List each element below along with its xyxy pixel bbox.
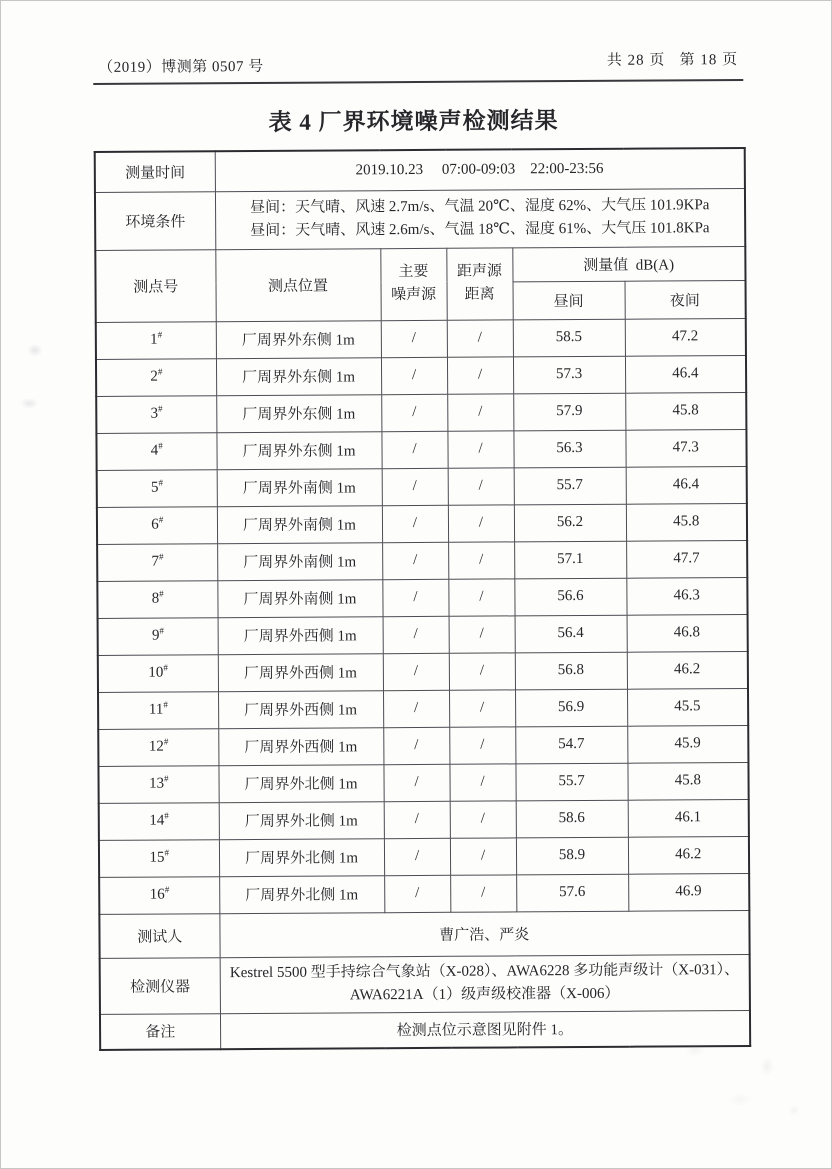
point-hash-mark: #	[157, 329, 163, 340]
source-cell: /	[383, 690, 449, 727]
instruments-value	[220, 954, 750, 1013]
table-row	[98, 725, 748, 766]
page-title: 表 4 厂界环境噪声检测结果	[268, 108, 559, 135]
location-cell: 厂周界外东侧 1m	[216, 431, 381, 469]
point-number: 5	[150, 479, 159, 496]
source-cell: /	[383, 727, 449, 764]
day-value-cell: 55.7	[514, 467, 626, 505]
day-value-cell: 57.6	[516, 874, 628, 912]
point-id-cell	[96, 395, 216, 433]
night-value-cell: 46.9	[628, 873, 749, 911]
col-header-value-group: 测量值 dB(A)	[512, 246, 745, 281]
point-id-cell	[99, 802, 219, 840]
header-divider	[93, 79, 743, 85]
night-value-cell: 47.2	[625, 318, 746, 356]
table-row	[96, 355, 746, 396]
point-hash-mark: #	[164, 810, 169, 821]
point-number: 2	[150, 368, 158, 385]
table-row	[97, 503, 747, 544]
environment-line-day: 昼间：天气晴、风速 2.7m/s、气温 20℃、湿度 62%、大气压 101.9KPa	[250, 196, 710, 216]
instruments-row	[100, 954, 750, 1014]
source-cell: /	[384, 838, 450, 875]
document-number: （2019）博测第 0507 号	[98, 58, 264, 76]
location-cell: 厂周界外北侧 1m	[219, 838, 384, 876]
instruments-line1: Kestrel 5500 型手持综合气象站（X-028）、AWA6228 多功能声级计（X-031）、	[229, 961, 740, 981]
table-footer-section	[99, 910, 750, 1050]
point-hash-mark: #	[164, 773, 169, 784]
source-cell: /	[382, 579, 448, 616]
instruments-label: 检测仪器	[100, 957, 220, 1014]
tester-row	[99, 910, 749, 958]
distance-cell: /	[449, 726, 515, 763]
location-cell: 厂周界外南侧 1m	[217, 468, 382, 506]
source-cell: /	[381, 357, 447, 394]
night-value-cell: 46.8	[627, 614, 748, 652]
location-cell: 厂周界外北侧 1m	[219, 875, 384, 913]
point-hash-mark: #	[157, 366, 163, 377]
remark-value: 检测点位示意图见附件 1。	[220, 1010, 750, 1049]
distance-cell: /	[449, 763, 515, 800]
location-cell: 厂周界外南侧 1m	[217, 579, 382, 617]
col-header-point: 测点号	[95, 249, 215, 322]
distance-cell: /	[447, 430, 513, 467]
point-hash-mark: #	[164, 884, 170, 895]
point-hash-mark: #	[158, 477, 164, 488]
table-row	[97, 577, 747, 618]
point-id-cell	[97, 469, 217, 507]
table-row	[98, 762, 748, 803]
col-header-day: 昼间	[513, 281, 625, 320]
table-row	[98, 614, 748, 655]
point-hash-mark: #	[163, 699, 168, 710]
distance-cell: /	[449, 652, 515, 689]
point-id-cell	[96, 321, 216, 359]
table-row	[96, 392, 746, 433]
source-cell: /	[383, 616, 449, 653]
point-hash-mark: #	[158, 551, 164, 562]
noise-results-table	[94, 147, 751, 1051]
point-hash-mark: #	[163, 736, 169, 747]
location-cell: 厂周界外南侧 1m	[217, 505, 382, 543]
day-value-cell: 56.2	[514, 504, 626, 542]
distance-cell: /	[449, 615, 515, 652]
point-number: 8	[151, 590, 160, 607]
point-hash-mark: #	[158, 514, 164, 525]
remark-label: 备注	[100, 1013, 220, 1050]
night-value-cell: 45.9	[627, 725, 748, 763]
table-row	[96, 318, 746, 359]
table-row	[96, 429, 746, 470]
point-number: 13	[149, 775, 165, 792]
night-value-cell: 45.8	[625, 392, 746, 430]
night-value-cell: 46.3	[626, 577, 747, 615]
location-cell: 厂周界外西侧 1m	[218, 616, 383, 654]
table-row	[97, 466, 747, 507]
night-value-cell: 46.2	[628, 836, 749, 874]
distance-cell: /	[448, 578, 514, 615]
source-cell: /	[382, 468, 448, 505]
source-cell: /	[381, 394, 447, 431]
col-header-distance: 距声源 距离	[446, 247, 512, 319]
point-hash-mark: #	[159, 588, 164, 599]
measure-time-value: 2019.10.23 07:00-09:03 22:00-23:56	[215, 148, 745, 191]
source-cell: /	[384, 801, 450, 838]
day-value-cell: 54.7	[515, 726, 627, 764]
point-number: 10	[148, 664, 164, 681]
col-header-source: 主要 噪声源	[380, 248, 446, 320]
point-id-cell	[99, 839, 219, 877]
instruments-line2: AWA6221A（1）级声级校准器（X-006）	[349, 985, 620, 1004]
location-cell: 厂周界外北侧 1m	[219, 801, 384, 839]
col-header-night: 夜间	[625, 280, 746, 319]
point-number: 14	[149, 812, 165, 829]
day-value-cell: 57.9	[513, 393, 625, 431]
source-cell: /	[382, 505, 448, 542]
table-row	[99, 836, 749, 877]
table-row	[99, 873, 749, 914]
night-value-cell: 47.3	[625, 429, 746, 467]
point-number: 4	[150, 442, 159, 459]
point-number: 1	[150, 331, 158, 348]
table-row	[97, 540, 747, 581]
table-row	[99, 799, 749, 840]
night-value-cell: 46.1	[628, 799, 749, 837]
location-cell: 厂周界外东侧 1m	[216, 320, 381, 358]
col-header-location: 测点位置	[215, 248, 380, 321]
page-indicator: 共 28 页 第 18 页	[606, 52, 739, 69]
source-cell: /	[384, 875, 450, 912]
distance-cell: /	[447, 319, 513, 356]
point-hash-mark: #	[163, 662, 168, 673]
source-cell: /	[381, 320, 447, 357]
day-value-cell: 58.9	[516, 837, 628, 875]
day-value-cell: 56.6	[514, 578, 626, 616]
scan-artifact-smudge	[16, 395, 42, 411]
day-value-cell: 56.9	[515, 689, 627, 727]
scan-artifact-smudge	[24, 341, 46, 359]
point-id-cell	[98, 617, 218, 655]
tester-value: 曹广浩、严炎	[219, 910, 749, 957]
point-number: 12	[148, 738, 164, 755]
distance-cell: /	[448, 467, 514, 504]
source-cell: /	[383, 764, 449, 801]
environment-row	[95, 188, 745, 250]
environment-label: 环境条件	[95, 191, 215, 250]
tester-label: 测试人	[99, 913, 219, 958]
measure-time-row	[95, 148, 745, 192]
point-hash-mark: #	[158, 440, 163, 451]
day-value-cell: 57.3	[513, 356, 625, 394]
column-header-row	[95, 246, 745, 284]
distance-cell: /	[448, 504, 514, 541]
source-cell: /	[381, 431, 447, 468]
distance-cell: /	[447, 356, 513, 393]
point-id-cell	[96, 432, 216, 470]
distance-cell: /	[448, 541, 514, 578]
day-value-cell: 56.3	[513, 430, 625, 468]
point-id-cell	[97, 506, 217, 544]
remark-row	[100, 1010, 750, 1050]
point-id-cell	[98, 728, 218, 766]
point-id-cell	[98, 654, 218, 692]
point-hash-mark: #	[164, 847, 170, 858]
point-number: 7	[151, 553, 160, 570]
point-number: 6	[151, 516, 159, 533]
point-id-cell	[99, 876, 219, 914]
point-number: 16	[149, 886, 165, 903]
day-value-cell: 57.1	[514, 541, 626, 579]
day-value-cell: 55.7	[515, 763, 627, 801]
table-row	[98, 688, 748, 729]
day-value-cell: 58.5	[513, 319, 625, 357]
night-value-cell: 46.4	[626, 466, 747, 504]
location-cell: 厂周界外西侧 1m	[218, 690, 383, 728]
distance-cell: /	[447, 393, 513, 430]
measure-time-label: 测量时间	[95, 151, 215, 192]
point-number: 3	[150, 405, 159, 422]
night-value-cell: 45.8	[626, 503, 747, 541]
point-number: 11	[148, 701, 164, 718]
point-id-cell	[96, 358, 216, 396]
night-value-cell: 45.5	[627, 688, 748, 726]
point-id-cell	[98, 765, 218, 803]
distance-cell: /	[449, 689, 515, 726]
night-value-cell: 46.4	[625, 355, 746, 393]
environment-line-night: 昼间：天气晴、风速 2.6m/s、气温 18℃、湿度 61%、大气压 101.8KPa	[250, 220, 710, 240]
point-hash-mark: #	[159, 625, 164, 636]
location-cell: 厂周界外西侧 1m	[218, 653, 383, 691]
day-value-cell: 58.6	[516, 800, 628, 838]
distance-cell: /	[450, 800, 516, 837]
night-value-cell: 46.2	[627, 651, 748, 689]
day-value-cell: 56.8	[515, 652, 627, 690]
noise-table-body	[96, 318, 750, 914]
environment-value	[215, 188, 745, 249]
location-cell: 厂周界外东侧 1m	[216, 394, 381, 432]
table-row	[98, 651, 748, 692]
location-cell: 厂周界外东侧 1m	[216, 357, 381, 395]
table-head-section	[95, 148, 746, 322]
location-cell: 厂周界外北侧 1m	[218, 764, 383, 802]
location-cell: 厂周界外西侧 1m	[218, 727, 383, 765]
point-hash-mark: #	[157, 403, 163, 414]
day-value-cell: 56.4	[515, 615, 627, 653]
distance-cell: /	[450, 874, 516, 911]
point-number: 9	[151, 627, 160, 644]
location-cell: 厂周界外南侧 1m	[217, 542, 382, 580]
source-cell: /	[383, 653, 449, 690]
source-cell: /	[382, 542, 448, 579]
point-id-cell	[97, 543, 217, 581]
point-id-cell	[98, 691, 218, 729]
night-value-cell: 47.7	[626, 540, 747, 578]
night-value-cell: 45.8	[627, 762, 748, 800]
distance-cell: /	[450, 837, 516, 874]
point-id-cell	[97, 580, 217, 618]
point-number: 15	[149, 849, 165, 866]
